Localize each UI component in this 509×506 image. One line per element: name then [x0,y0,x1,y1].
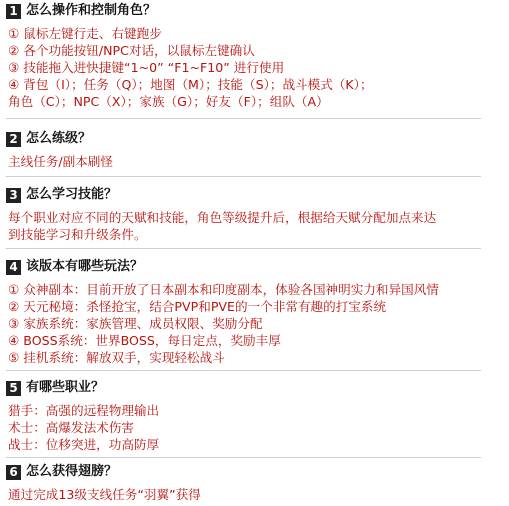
faq-section-skills [6,186,506,243]
answer-block [6,402,506,453]
question-number-badge: 1 [6,4,21,19]
answer-line: 猎手：高强的远程物理输出 [8,403,160,418]
answer-line: ④ 背包（I）；任务（Q）；地图（M）；技能（S）；战斗模式（K）； [8,77,373,92]
answer-block [6,486,506,503]
answer-block [6,25,506,110]
question-number-badge: 5 [6,381,21,396]
answer-line: 到技能学习和升级条件。 [8,227,147,242]
question-number-badge: 3 [6,188,21,203]
answer-block [6,153,506,170]
answer-line: ⑤ 挂机系统：解放双手，实现轻松战斗 [8,350,225,365]
answer-line: ② 天元秘境：杀怪抢宝，结合PVP和PVE的一个非常有趣的打宝系统 [8,299,387,314]
section-divider [6,457,481,458]
answer-line: ③ 技能拖入进快捷键“1~0” “F1~F10” 进行使用 [8,60,285,75]
answer-line: ④ BOSS系统：世界BOSS，每日定点，奖励丰厚 [8,333,281,348]
faq-section-classes [6,379,506,453]
question-title: 怎么练级？ [26,131,92,146]
answer-block [6,209,506,243]
question-number-badge: 6 [6,465,21,480]
section-divider [6,248,481,249]
question-heading [6,130,506,148]
question-heading [6,379,506,397]
question-heading [6,2,506,20]
faq-section-leveling [6,130,506,170]
faq-section-gameplay [6,258,506,366]
question-title: 有哪些职业？ [26,380,105,395]
answer-line: 每个职业对应不同的天赋和技能，角色等级提升后，根据给天赋分配加点来达 [8,210,437,225]
question-title: 怎么学习技能？ [26,187,118,202]
section-divider [6,370,481,371]
answer-block [6,281,506,366]
question-title: 该版本有哪些玩法？ [26,259,144,274]
faq-section-controls [6,2,506,110]
answer-line: 主线任务/副本刷怪 [8,154,113,169]
answer-line: ③ 家族系统：家族管理、成员权限、奖励分配 [8,316,263,331]
question-heading [6,258,506,276]
section-divider [6,118,481,119]
section-divider [6,176,481,177]
question-number-badge: 4 [6,260,21,275]
question-heading [6,186,506,204]
answer-line: ② 各个功能按钮/NPC对话，以鼠标左键确认 [8,43,255,58]
answer-line: 通过完成13级支线任务“羽翼”获得 [8,487,201,502]
question-title: 怎么获得翅膀？ [26,464,118,479]
faq-section-wings [6,463,506,503]
question-title: 怎么操作和控制角色？ [26,3,157,18]
answer-line: ① 鼠标左键行走、右键跑步 [8,26,162,41]
answer-line: 角色（C）；NPC（X）；家族（G）；好友（F）；组队（A） [8,94,329,109]
answer-line: 术士：高爆发法术伤害 [8,420,134,435]
question-heading [6,463,506,481]
question-number-badge: 2 [6,132,21,147]
answer-line: 战士：位移突进，功高防厚 [8,437,160,452]
answer-line: ① 众神副本：目前开放了日本副本和印度副本，体验各国神明实力和异国风情 [8,282,439,297]
